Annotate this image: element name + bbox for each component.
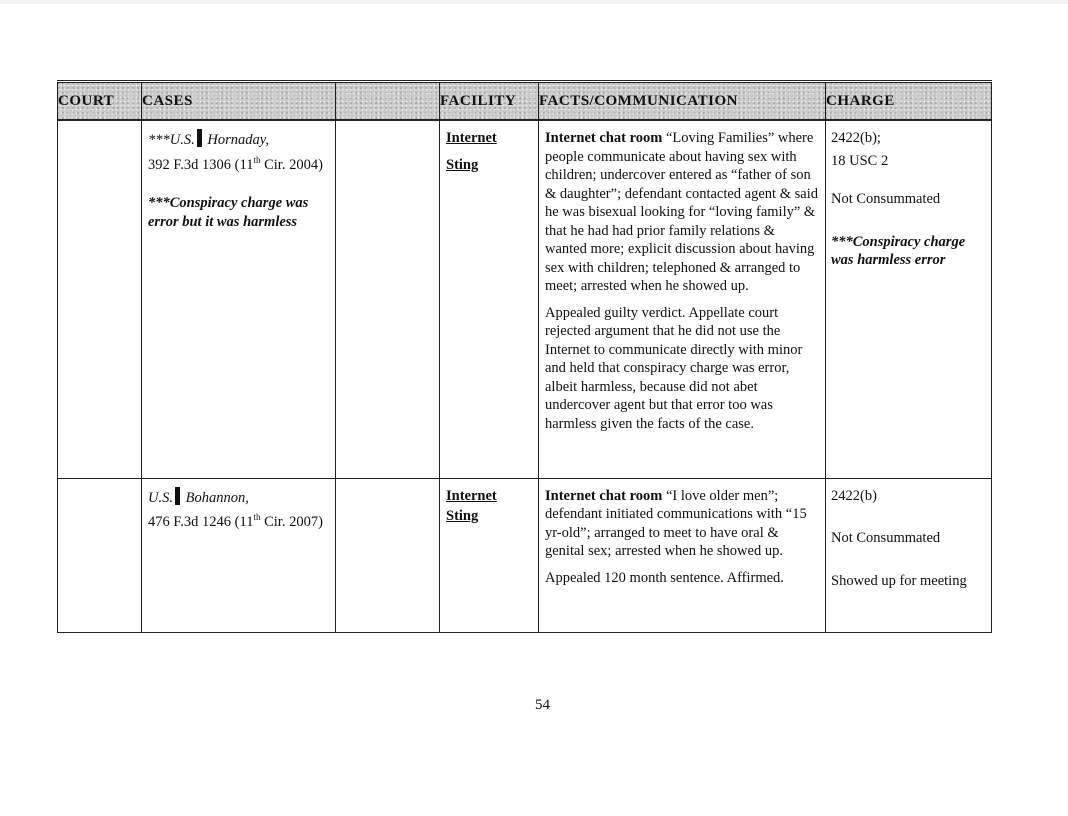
- facility-sting: Sting: [446, 508, 479, 524]
- column-header-charge: CHARGE: [826, 82, 992, 121]
- facility-cell: [440, 120, 539, 478]
- charge-cell: [826, 478, 992, 632]
- facts-text: Internet chat room “Loving Families” where people communicate about having sex with children; undercover entered as “father of son & daughter”; defendant contacted agent & said he was bisexual looking for “loving family” & that he had had prior family relations & wanted more; explicit discussion about having sex with children; telephoned & arranged to meet; arrested when he showed up.: [545, 130, 818, 294]
- charge-note: ***Conspiracy charge was harmless error: [831, 233, 966, 268]
- column-header-blank: [336, 82, 440, 121]
- facts-text: Internet chat room “I love older men”; defendant initiated communications with “15 yr-old”; arranged to meet to have oral & genital sex; arrested when he showed up.: [545, 487, 807, 559]
- case-cell: [142, 478, 336, 632]
- table-header-row: [58, 82, 992, 121]
- court-cell: [58, 120, 142, 478]
- table-row: [58, 478, 992, 632]
- facility-internet: Internet: [446, 130, 497, 146]
- blank-cell: [336, 478, 440, 632]
- blank-cell: [336, 120, 440, 478]
- court-cell: [58, 478, 142, 632]
- scan-edge: [0, 0, 1068, 4]
- case-citation: 476 F.3d 1246 (11th Cir. 2007): [148, 512, 323, 530]
- facts-appeal: Appealed guilty verdict. Appellate court rejected argument that he did not use the Internet to communicate directly with minor and held that conspiracy charge was error, albeit harmless, because did not abet undercover agent but that error too was harmless given the facts of the case.: [545, 304, 803, 432]
- column-header-cases: CASES: [142, 82, 336, 121]
- facts-appeal: Appealed 120 month sentence. Affirmed.: [545, 569, 784, 586]
- redaction-mark: [197, 129, 202, 147]
- charge-statute: 2422(b);: [831, 130, 881, 146]
- case-prefix: ***U.S.: [148, 132, 195, 148]
- case-name: Hornaday,: [207, 132, 269, 148]
- facts-cell: [539, 120, 826, 478]
- charge-status: Not Consummated: [831, 191, 941, 207]
- charge-statute: 2422(b): [831, 487, 877, 504]
- table-row: [58, 120, 992, 478]
- case-law-table: [57, 80, 992, 633]
- facility-cell: [440, 478, 539, 632]
- case-cell: [142, 120, 336, 478]
- case-citation: 392 F.3d 1306 (11th Cir. 2004): [148, 154, 323, 173]
- page-number: 54: [535, 697, 550, 713]
- charge-cell: [826, 120, 992, 478]
- facility-sting: Sting: [446, 156, 479, 173]
- case-name: Bohannon,: [185, 489, 249, 506]
- charge-note: Showed up for meeting: [831, 572, 967, 589]
- case-prefix: U.S.: [148, 489, 173, 506]
- charge-statute-2: 18 USC 2: [831, 152, 889, 169]
- charge-status: Not Consummated: [831, 530, 941, 546]
- column-header-facts: FACTS/COMMUNICATION: [539, 82, 826, 121]
- column-header-facility: FACILITY: [440, 82, 539, 121]
- case-note: ***Conspiracy charge was error but it was harmless: [148, 195, 309, 230]
- facts-cell: [539, 478, 826, 632]
- column-header-court: COURT: [58, 82, 142, 121]
- redaction-mark: [175, 487, 180, 505]
- facility-internet: Internet: [446, 487, 497, 504]
